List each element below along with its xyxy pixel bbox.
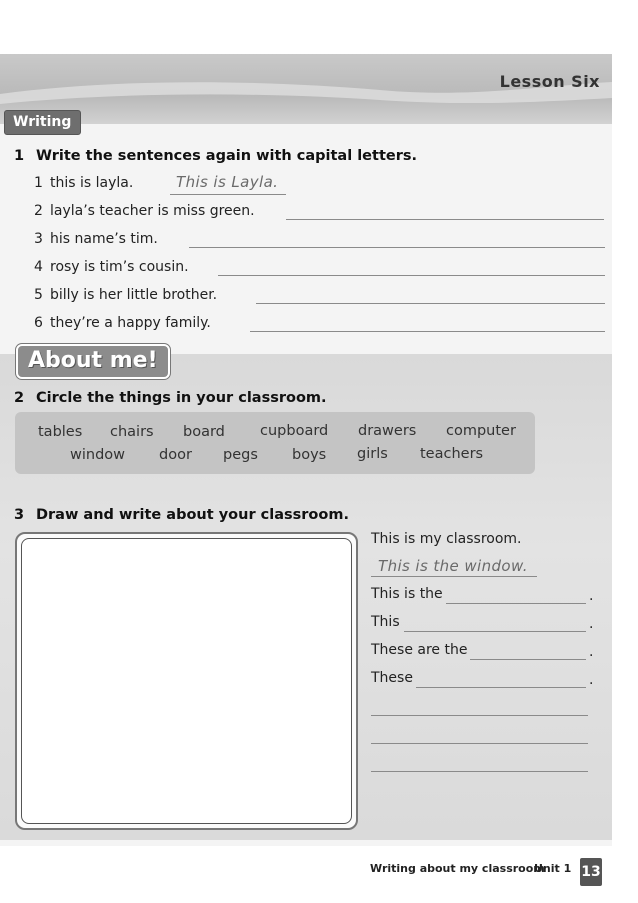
handwritten-answer: This is the window. [378,557,528,575]
list-item [34,259,189,275]
instruction-text: Draw and write about your classroom. [36,507,349,523]
item-sentence: layla’s teacher is miss green. [50,203,255,219]
footer-topic: Writing about my classroom [370,862,545,875]
list-item [34,287,217,303]
exercise-number: 1 [14,148,25,164]
list-item [34,175,133,191]
drawing-box[interactable] [15,532,358,830]
answer-line[interactable] [416,686,586,688]
word-teachers[interactable]: teachers [420,446,484,462]
answer-line[interactable] [218,274,605,276]
item-number: 2 [34,203,43,219]
answer-line[interactable] [371,714,588,716]
list-item [34,231,158,247]
word-door[interactable]: door [159,447,192,463]
full-stop: . [589,644,594,660]
word-boys[interactable]: boys [292,447,327,463]
answer-line[interactable] [170,193,286,195]
exercise-2-instruction [14,390,327,406]
answer-line[interactable] [446,602,586,604]
answer-line[interactable] [371,575,537,577]
list-item [34,315,211,331]
full-stop: . [589,616,594,632]
exercise-number: 3 [14,507,25,523]
answer-line[interactable] [371,742,588,744]
about-me-heading: About me! [16,344,170,379]
answer-line[interactable] [250,330,605,332]
sentence-starter: This is the [371,586,443,602]
page-number: 13 [580,858,602,886]
drawing-area[interactable] [21,538,352,824]
word-window[interactable]: window [70,447,126,463]
word-girls[interactable]: girls [357,446,388,462]
exercise-3-instruction [14,507,349,523]
sentence-starter: This [371,614,400,630]
word-computer[interactable]: computer [446,423,516,439]
word-chairs[interactable]: chairs [110,424,154,440]
answer-line[interactable] [371,770,588,772]
item-number: 6 [34,315,43,331]
sentence-starter: These [371,670,413,686]
answer-line[interactable] [470,658,586,660]
item-number: 5 [34,287,43,303]
classroom-sentence: This is my classroom. [371,531,522,547]
writing-section-tab: Writing [4,110,81,135]
item-sentence: this is layla. [50,175,134,191]
sentence-starter: These are the [371,642,468,658]
word-drawers[interactable]: drawers [358,423,417,439]
word-tables[interactable]: tables [38,424,83,440]
handwritten-answer: This is Layla. [176,173,279,191]
answer-line[interactable] [256,302,605,304]
word-box [15,412,535,474]
footer-unit: Unit 1 [534,862,572,875]
word-pegs[interactable]: pegs [223,447,258,463]
item-number: 1 [34,175,43,191]
full-stop: . [589,672,594,688]
answer-line[interactable] [189,246,605,248]
instruction-text: Write the sentences again with capital letters. [36,148,418,164]
list-item [34,203,255,219]
exercise-number: 2 [14,390,25,406]
item-sentence: his name’s tim. [50,231,158,247]
item-sentence: billy is her little brother. [50,287,218,303]
instruction-text: Circle the things in your classroom. [36,390,327,406]
item-number: 3 [34,231,43,247]
word-board[interactable]: board [183,424,225,440]
item-sentence: they’re a happy family. [50,315,211,331]
item-sentence: rosy is tim’s cousin. [50,259,189,275]
item-number: 4 [34,259,43,275]
answer-line[interactable] [404,630,586,632]
word-cupboard[interactable]: cupboard [260,423,329,439]
exercise-1-instruction [14,148,417,164]
full-stop: . [589,588,594,604]
lesson-title: Lesson Six [499,72,600,91]
header-band [0,54,612,124]
answer-line[interactable] [286,218,604,220]
